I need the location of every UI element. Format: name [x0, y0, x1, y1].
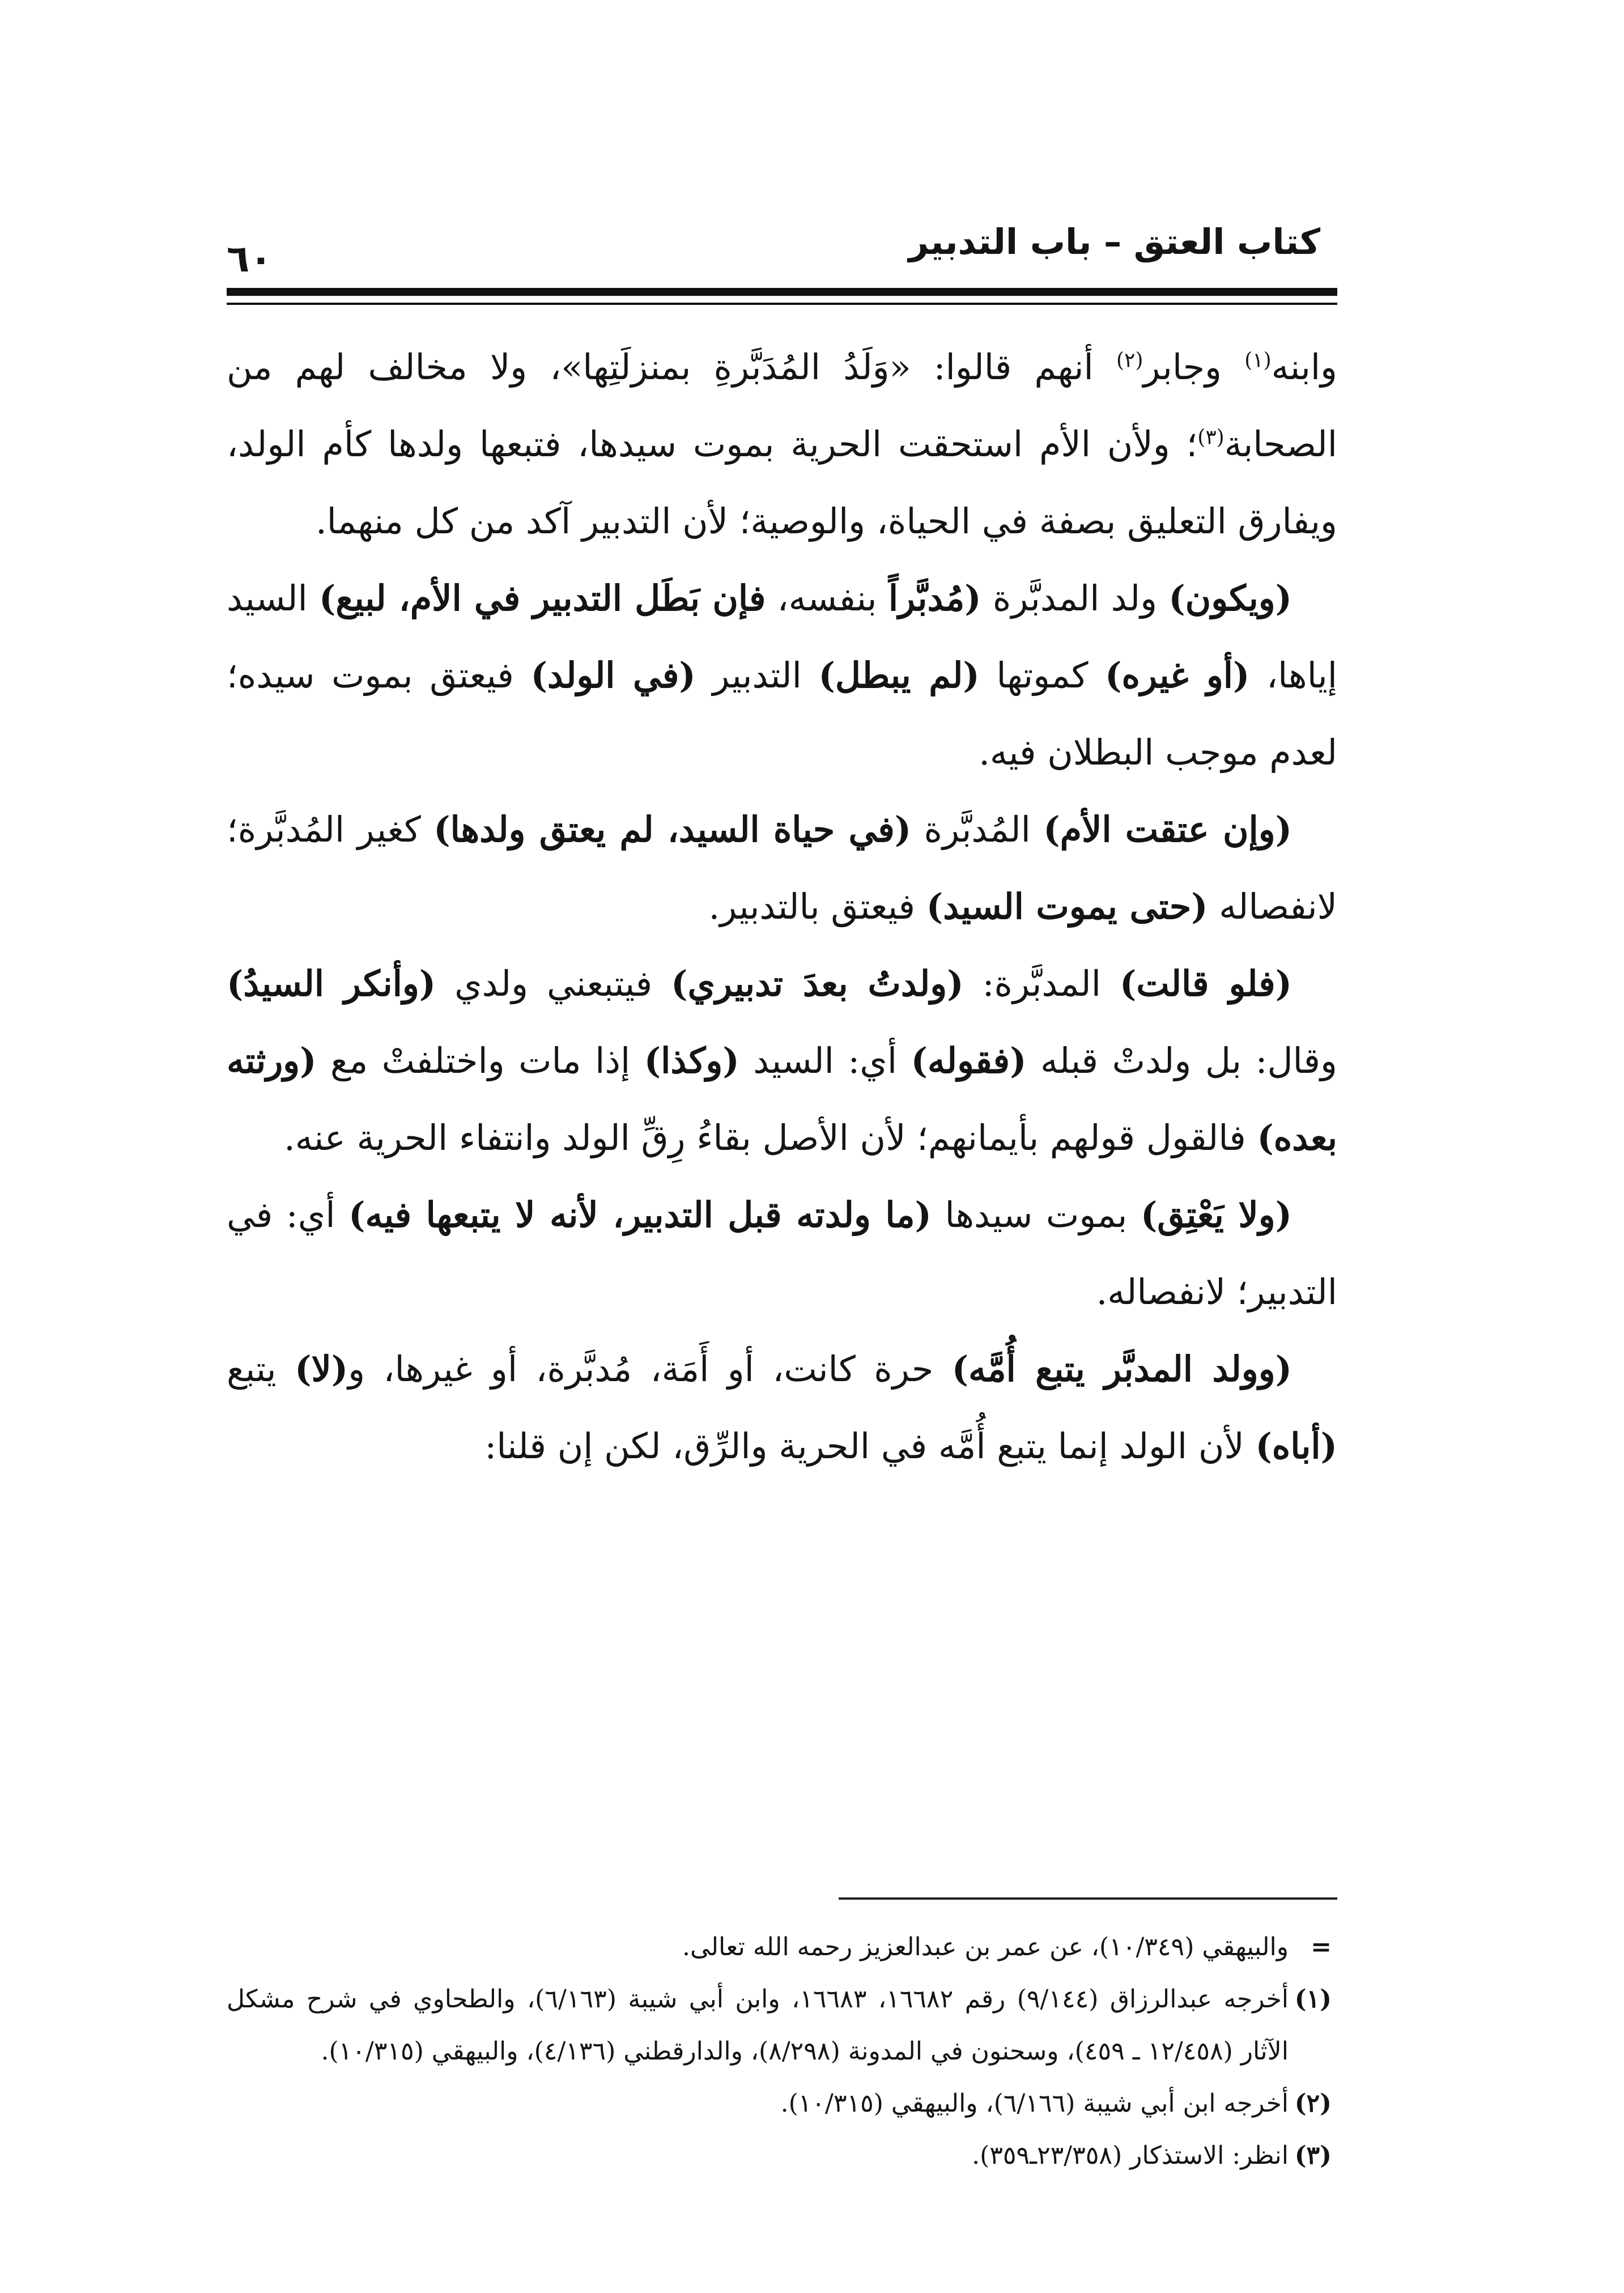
header-rule [227, 288, 1337, 305]
matn-text: (في حياة السيد، لم يعتق ولدها) [433, 809, 912, 850]
matn-text: (ولا يَعْتِق) [1140, 1194, 1292, 1235]
paragraph-3 [227, 791, 1337, 945]
matn-text: (حتى يموت السيد) [926, 886, 1208, 927]
matn-text: (وأنكر السيدُ) [227, 963, 436, 1004]
text-run: السيد إياها، [227, 578, 1337, 696]
text-run: فيعتق بموت سيده؛ لعدم موجب البطلان فيه. [227, 655, 1337, 773]
paragraph-2 [227, 560, 1337, 791]
main-text [227, 329, 1337, 1485]
footnote-3 [227, 2130, 1332, 2182]
matn-text: (فقوله) [911, 1040, 1027, 1081]
matn-text: (وولد المدبَّر يتبع أُمَّه) [951, 1348, 1292, 1390]
page-number: ٦٠ [227, 237, 273, 281]
text-run: وجابر [1143, 346, 1245, 388]
matn-text: (ولدتُ بعدَ تدبيري) [671, 963, 964, 1004]
footnotes [227, 1921, 1332, 2182]
text-run: ؛ ولأن الأم استحقت الحرية بموت سيدها، فتبعها ولدها كأم الولد، ويفارق التعليق بصفة في الحياة، والوصية؛ لأن التدبير آكد من كل منهما. [227, 423, 1337, 542]
text-run: فالقول قولهم بأيمانهم؛ لأن الأصل بقاءُ رِقِّ الولد وانتفاء الحرية عنه. [284, 1117, 1257, 1158]
text-run: المُدبَّرة [911, 809, 1044, 850]
footnote-ref-1: (١) [1244, 349, 1272, 372]
matn-text: (لا) [295, 1348, 348, 1390]
text-run: فيعتق بالتدبير. [708, 886, 926, 927]
footnote-ref-3: (٣) [1197, 426, 1225, 449]
paragraph-5 [227, 1177, 1337, 1331]
book-page [227, 204, 1337, 2222]
matn-text: (وكذا) [644, 1040, 739, 1081]
text-run: حرة كانت، أو أَمَة، مُدبَّرة، أو غيرها، و [348, 1348, 952, 1390]
footnote-continuation [227, 1921, 1332, 1973]
footnote-2 [227, 2078, 1332, 2130]
text-run: فيتبعني ولدي [436, 963, 671, 1004]
footnote-marker: (٣) [1294, 2141, 1332, 2170]
text-run: لأن الولد إنما يتبع أُمَّه في الحرية والرِّق، لكن إن قلنا: [484, 1425, 1256, 1467]
text-run: إذا مات واختلفتْ مع [316, 1040, 644, 1081]
matn-text: (في الولد) [530, 655, 696, 696]
text-run: أنهم قالوا: «وَلَدُ المُدَبَّرةِ بمنزلَتِها»، ولا مخالف لهم من الصحابة [227, 346, 1337, 465]
running-header [227, 204, 1337, 283]
text-run: ولد المدبَّرة [981, 578, 1169, 619]
footnote-text: أخرجه ابن أبي شيبة (٦/١٦٦)، والبيهقي (١٠/٣١٥). [780, 2089, 1289, 2118]
footnote-marker: (١) [1294, 1985, 1332, 2014]
footnote-marker: (٢) [1294, 2089, 1332, 2118]
footnote-ref-2: (٢) [1116, 349, 1143, 372]
footnote-text: أخرجه عبدالرزاق (٩/١٤٤) رقم ١٦٦٨٢، ١٦٦٨٣، وابن أبي شيبة (٦/١٦٣)، والطحاوي في شرح مشكل الآثار (١٢/٤٥٨ ـ ٤٥٩)، وسحنون في المدونة (٨/٢٩٨)، والدارقطني (٤/١٣٦)، والبيهقي (١٠/٣١٥). [227, 1985, 1289, 2066]
matn-text: (وإن عتقت الأم) [1043, 809, 1292, 850]
matn-text: (ورثته بعده) [227, 1040, 1337, 1158]
text-run: وقال: بل ولدتْ قبله [1026, 1040, 1337, 1081]
text-run: بنفسه، [766, 578, 888, 619]
paragraph-4 [227, 945, 1337, 1177]
text-run: أي: في التدبير؛ لانفصاله. [227, 1194, 1337, 1313]
text-run: بموت سيدها [931, 1194, 1141, 1235]
matn-text: فإن بَطَل التدبير في الأم، لبيع) [318, 578, 766, 619]
matn-text: (أباه) [1255, 1425, 1337, 1467]
text-run: كغير المُدبَّرة؛ لانفصاله [227, 809, 1337, 927]
footnote-marker: = [1311, 1933, 1332, 1961]
matn-text: (مُدبَّراً [888, 578, 981, 619]
text-run: وابنه [1271, 346, 1337, 388]
matn-text: (ويكون) [1168, 578, 1292, 619]
text-run: التدبير [695, 655, 819, 696]
text-run: كموتها [979, 655, 1106, 696]
text-run: يتبع [227, 1348, 295, 1390]
matn-text: (أو غيره) [1105, 655, 1250, 696]
footnote-separator [839, 1897, 1337, 1900]
text-run: المدبَّرة: [963, 963, 1120, 1004]
footnote-text: والبيهقي (١٠/٣٤٩)، عن عمر بن عبدالعزيز رحمه الله تعالى. [682, 1933, 1289, 1961]
matn-text: (ما ولدته قبل التدبير، لأنه لا يتبعها فيه) [348, 1194, 932, 1235]
footnote-text: انظر: الاستذكار (٢٣/٣٥٨ـ٣٥٩). [972, 2141, 1289, 2170]
text-run: أي: السيد [739, 1040, 911, 1081]
chapter-title: كتاب العتق – باب التدبير [908, 221, 1320, 262]
matn-text: (لم يبطل) [818, 655, 980, 696]
paragraph-1 [227, 329, 1337, 560]
matn-text: (فلو قالت) [1119, 963, 1292, 1004]
footnote-1 [227, 1973, 1332, 2078]
paragraph-6 [227, 1331, 1337, 1485]
